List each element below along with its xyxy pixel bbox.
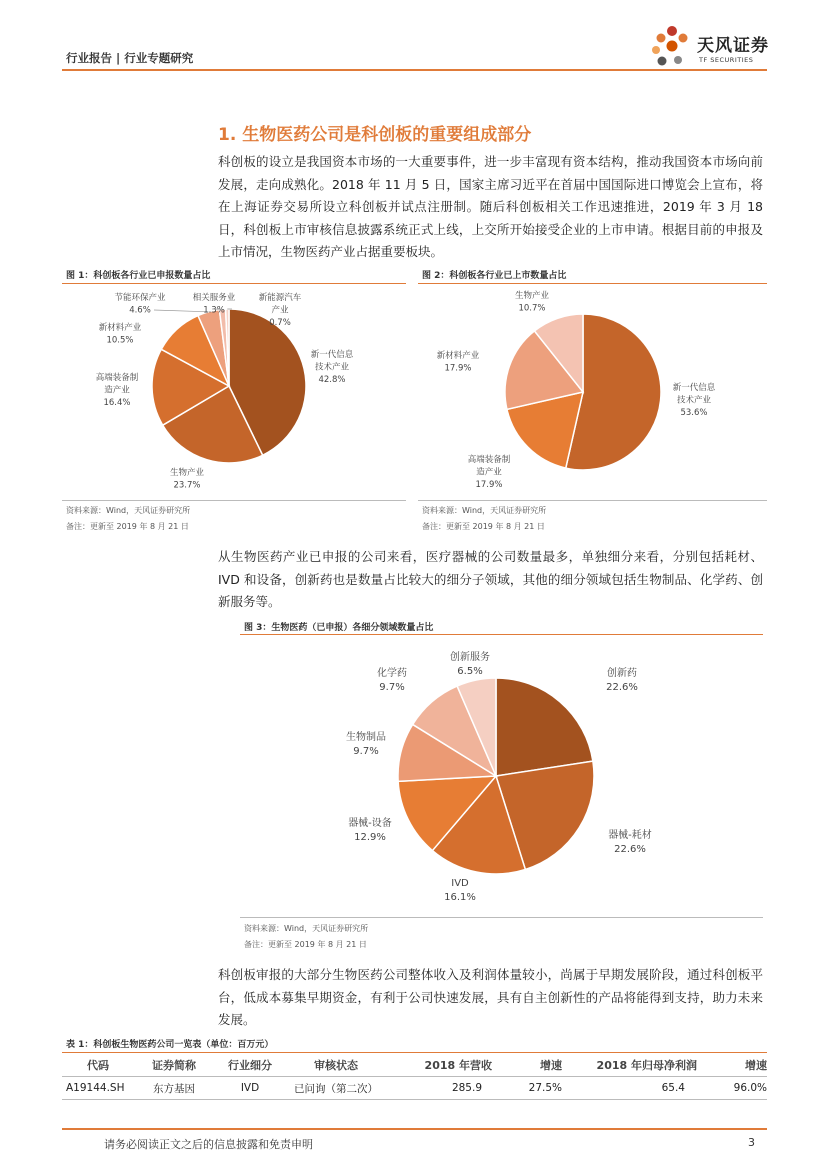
slice-label <box>348 816 392 843</box>
table-1 <box>62 1054 767 1100</box>
slice-label <box>346 730 386 757</box>
slice-name-label: 化学药 <box>377 668 407 679</box>
col-code-header: 代码 <box>87 1059 109 1072</box>
slice-percent-label: 42.8% <box>318 375 346 385</box>
col-name-header: 证券简称 <box>152 1059 196 1072</box>
slice-name-label: 产业 <box>271 305 289 316</box>
slice-name-label: 造产业 <box>104 385 130 396</box>
figure-1-caption: 图 1：科创板各行业已申报数量占比 <box>66 271 211 281</box>
table-1-top-rule <box>62 1052 767 1053</box>
slice-percent-label: 6.5% <box>457 666 483 677</box>
slice-percent-label: 4.6% <box>129 305 151 316</box>
slice-name-label: 新材料产业 <box>436 351 480 361</box>
slice-label <box>170 467 205 491</box>
logo-en: TF SECURITIES <box>699 56 754 64</box>
slice-label <box>311 349 354 385</box>
table-1-caption: 表 1：科创板生物医药公司一览表（单位：百万元） <box>66 1040 274 1050</box>
slice-label <box>114 292 166 316</box>
slice-label <box>437 350 480 374</box>
figure-1-note: 备注：更新至 2019 年 8 月 21 日 <box>66 522 189 531</box>
header-divider <box>62 69 767 71</box>
col-segment-header: 行业细分 <box>228 1059 272 1072</box>
figure-3-caption: 图 3：生物医药（已申报）各细分领域数量占比 <box>244 623 434 633</box>
figure-1-bottom-rule <box>62 500 406 501</box>
slice-label <box>444 878 476 903</box>
figure-2-caption: 图 2：科创板各行业已上市数量占比 <box>422 271 567 281</box>
slice-name-label: 器械-设备 <box>348 818 392 829</box>
slice-label <box>99 322 142 346</box>
slice-name-label: 创新服务 <box>450 652 490 663</box>
slice-label <box>468 454 511 490</box>
pie-chart-3 <box>240 636 763 914</box>
slice-label <box>96 372 139 408</box>
figure-2-bottom-rule <box>418 500 767 501</box>
col-profit-growth-header: 增速 <box>745 1059 767 1072</box>
slice-name-label: 技术产业 <box>676 395 712 406</box>
col-status-header: 审核状态 <box>314 1059 358 1072</box>
footer-divider <box>62 1128 767 1130</box>
logo-name: 天风证券 <box>697 36 769 56</box>
slice-name-label: 节能环保产业 <box>114 293 166 303</box>
slice-name-label: 生物制品 <box>346 732 386 743</box>
slice-name-label: 创新药 <box>607 668 637 679</box>
pie-chart-2 <box>418 284 767 498</box>
figure-2-source: 资料来源：Wind，天风证券研究所 <box>422 506 547 515</box>
slice-name-label: IVD <box>451 878 469 889</box>
figure-1-chart <box>62 284 406 498</box>
slice-percent-label: 53.6% <box>680 408 708 418</box>
slice-percent-label: 23.7% <box>173 480 201 491</box>
cell-segment: IVD <box>240 1082 260 1094</box>
col-revenue-header: 2018 年营收 <box>424 1059 492 1072</box>
figure-3-source: 资料来源：Wind，天风证券研究所 <box>244 924 369 933</box>
slice-name-label: 器械-耗材 <box>608 830 652 841</box>
paragraph-biomed: 从生物医药产业已申报的公司来看，医疗器械的公司数量最多，单独细分来看，分别包括耗材、IVD 和设备，创新药也是数量占比较大的细分子领域，其他的细分领域包括生物制品、化学药、创新服务等。 <box>218 549 763 609</box>
page-number: 3 <box>748 1136 755 1149</box>
slice-name-label: 新一代信息 <box>672 383 716 393</box>
slice-percent-label: 1.3% <box>203 305 225 316</box>
figure-3-note: 备注：更新至 2019 年 8 月 21 日 <box>244 940 367 949</box>
slice-percent-label: 9.7% <box>379 682 405 693</box>
slice-name-label: 新能源汽车 <box>258 293 302 303</box>
figure-2-chart <box>418 284 767 498</box>
slice-percent-label: 16.4% <box>103 398 131 408</box>
company-table <box>62 1054 767 1100</box>
slice-label <box>377 666 407 693</box>
cell-name: 东方基因 <box>153 1082 195 1095</box>
cell-profit: 65.4 <box>661 1082 685 1094</box>
slice-name-label: 技术产业 <box>314 362 350 373</box>
slice-name-label: 生物产业 <box>514 291 550 301</box>
table-header-row <box>62 1054 767 1077</box>
leader-line <box>154 310 208 312</box>
figure-3-top-rule <box>240 634 763 635</box>
figure-1-source: 资料来源：Wind，天风证券研究所 <box>66 506 191 515</box>
paragraph-summary: 科创板审报的大部分生物医药公司整体收入及利润体量较小，尚属于早期发展阶段，通过科创板平台，低成本募集早期资金，有利于公司快速发展，具有自主创新性的产品将能得到支持，助力未来发展。 <box>218 967 763 1027</box>
cell-profit-growth: 96.0% <box>733 1082 767 1094</box>
slice-name-label: 造产业 <box>476 467 502 478</box>
figure-3-chart <box>240 636 763 914</box>
figure-3-bottom-rule <box>240 917 763 918</box>
slice-label <box>608 828 652 855</box>
cell-revenue-growth: 27.5% <box>528 1082 562 1094</box>
slice-percent-label: 17.9% <box>475 480 503 490</box>
cell-code: A19144.SH <box>66 1082 125 1094</box>
logo-mark-icon <box>650 24 694 70</box>
slice-name-label: 高端装备制 <box>95 373 139 383</box>
col-revenue-growth-header: 增速 <box>540 1059 562 1072</box>
figure-2-note: 备注：更新至 2019 年 8 月 21 日 <box>422 522 545 531</box>
footer-disclaimer: 请务必阅读正文之后的信息披露和免责申明 <box>104 1138 313 1151</box>
slice-label <box>606 666 638 693</box>
slice-name-label: 相关服务业 <box>192 293 236 303</box>
slice-label <box>515 290 550 314</box>
slice-name-label: 高端装备制 <box>467 455 511 465</box>
slice-percent-label: 16.1% <box>444 892 476 903</box>
col-profit-header: 2018 年归母净利润 <box>596 1059 697 1072</box>
header-breadcrumb: 行业报告 | 行业专题研究 <box>66 51 194 65</box>
slice-label <box>450 650 490 677</box>
slice-percent-label: 12.9% <box>354 832 386 843</box>
section-title: 1. 生物医药公司是科创板的重要组成部分 <box>218 125 532 145</box>
pie-slice <box>496 678 593 776</box>
slice-name-label: 新一代信息 <box>310 350 354 360</box>
cell-revenue: 285.9 <box>451 1082 482 1094</box>
slice-percent-label: 10.5% <box>106 335 134 346</box>
slice-name-label: 生物产业 <box>169 468 205 478</box>
table-row <box>62 1077 767 1100</box>
slice-label <box>673 382 716 418</box>
slice-percent-label: 9.7% <box>353 746 379 757</box>
slice-percent-label: 0.7% <box>269 318 291 328</box>
cell-status: 已问询（第二次） <box>294 1082 378 1095</box>
pie-chart-1 <box>62 284 406 498</box>
slice-name-label: 新材料产业 <box>98 323 142 333</box>
paragraph-intro: 科创板的设立是我国资本市场的一大重要事件，进一步丰富现有资本结构，推动我国资本市场向前发展，走向成熟化。2018 年 11 月 5 日，国家主席习近平在首届中国国际进口博览会上宣布，将在上海证券交易所设立科创板并试点注册制。随后科创板相关工作迅速推进，2019 年 3 月 18 日，科创板上市审核信息披露系统正式上线，上交所开始接受企业的上市申请。根据目前的申报及上市情况，生物医药产业占据重要板块。 <box>218 154 763 259</box>
slice-percent-label: 22.6% <box>614 844 646 855</box>
slice-percent-label: 10.7% <box>518 303 546 314</box>
slice-percent-label: 22.6% <box>606 682 638 693</box>
slice-percent-label: 17.9% <box>444 363 472 374</box>
